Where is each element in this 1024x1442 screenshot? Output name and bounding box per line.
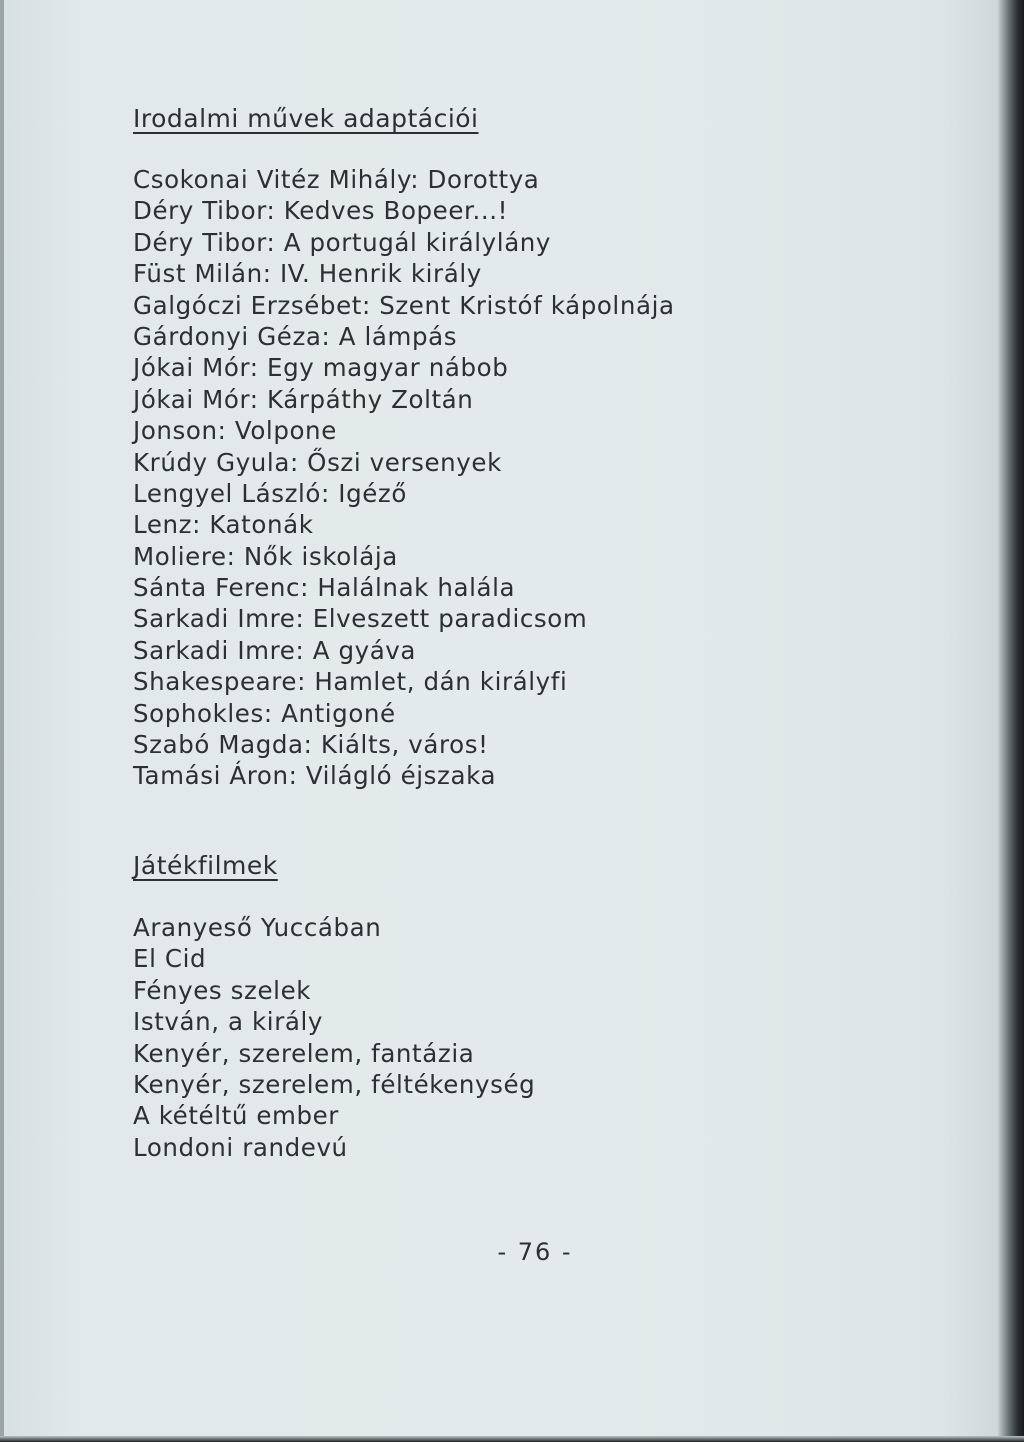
list-item: Jókai Mór: Egy magyar nábob xyxy=(133,353,509,383)
feature-films-list xyxy=(133,912,535,1163)
list-item: Déry Tibor: A portugál királylány xyxy=(133,227,552,257)
literary-adaptations-list xyxy=(133,164,675,792)
list-item: Gárdonyi Géza: A lámpás xyxy=(133,321,458,351)
list-item: Sarkadi Imre: A gyáva xyxy=(133,635,417,665)
list-item: Krúdy Gyula: Őszi versenyek xyxy=(133,447,502,477)
page-left-edge xyxy=(0,0,4,1442)
list-item: Lenz: Katonák xyxy=(133,510,314,540)
list-item: Galgóczi Erzsébet: Szent Kristóf kápolnája xyxy=(133,290,675,320)
list-item: Sánta Ferenc: Halálnak halála xyxy=(133,573,516,603)
list-item: El Cid xyxy=(133,944,207,974)
list-item: Moliere: Nők iskolája xyxy=(133,541,398,571)
page-bottom-edge xyxy=(0,1436,1024,1442)
list-item: Kenyér, szerelem, féltékenység xyxy=(133,1069,536,1099)
list-item: Aranyeső Yuccában xyxy=(133,913,382,942)
list-item: Sophokles: Antigoné xyxy=(133,698,396,728)
list-item: Sarkadi Imre: Elveszett paradicsom xyxy=(133,604,588,634)
list-item: Déry Tibor: Kedves Bopeer...! xyxy=(133,196,509,226)
feature-films-heading: Játékfilmek xyxy=(133,851,278,880)
list-item: Jókai Mór: Kárpáthy Zoltán xyxy=(133,384,474,414)
list-item: Tamási Áron: Világló éjszaka xyxy=(133,761,497,791)
list-item: István, a király xyxy=(133,1007,324,1037)
list-item: Csokonai Vitéz Mihály: Dorottya xyxy=(133,165,540,194)
page-right-edge-shadow xyxy=(998,0,1024,1442)
list-item: Kenyér, szerelem, fantázia xyxy=(133,1038,475,1068)
list-item: Fényes szelek xyxy=(133,975,312,1005)
list-item: A kétéltű ember xyxy=(133,1101,339,1131)
list-item: Londoni randevú xyxy=(133,1132,348,1162)
list-item: Shakespeare: Hamlet, dán királyfi xyxy=(133,667,568,697)
list-item: Füst Milán: IV. Henrik király xyxy=(133,259,482,289)
page-number: - 76 - xyxy=(497,1238,573,1266)
list-item: Jonson: Volpone xyxy=(133,416,337,446)
literary-adaptations-heading: Irodalmi művek adaptációi xyxy=(133,104,479,133)
list-item: Lengyel László: Igéző xyxy=(133,478,407,508)
list-item: Szabó Magda: Kiálts, város! xyxy=(133,730,489,760)
